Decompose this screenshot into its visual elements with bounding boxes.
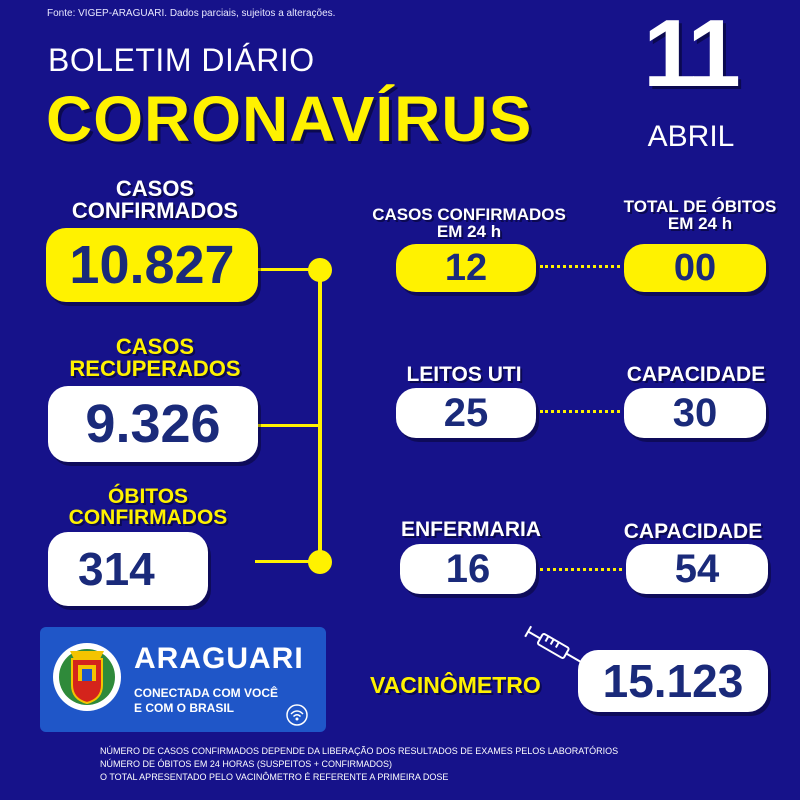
enfermaria-value: 16 [400, 544, 536, 594]
connector-line [255, 424, 320, 427]
uti-value: 25 [396, 388, 536, 438]
recovered-value: 9.326 [48, 386, 258, 462]
connectivity-icon [286, 704, 308, 726]
deaths-24h-value: 00 [624, 244, 766, 292]
footer-note-3: O TOTAL APRESENTADO PELO VACINÔMETRO É REFERENTE A PRIMEIRA DOSE [100, 772, 449, 782]
recovered-label: CASOS RECUPERADOS [69, 334, 241, 381]
uti-capacity-label: CAPACIDADE [626, 363, 766, 386]
dotted-connector [540, 568, 622, 571]
dotted-connector [540, 265, 620, 268]
source-note: Fonte: VIGEP-ARAGUARI. Dados parciais, sujeitos a alterações. [47, 8, 336, 19]
page-title: CORONAVÍRUS [46, 83, 533, 155]
city-slogan: CONECTADA COM VOCÊ E COM O BRASIL [134, 686, 278, 715]
cases-24h-label: CASOS CONFIRMADOS EM 24 h [372, 205, 566, 241]
vacinometro-label: VACINÔMETRO [370, 672, 541, 698]
boletim-heading: BOLETIM DIÁRIO [48, 42, 315, 78]
dotted-connector [540, 410, 620, 413]
enfermaria-capacity-label: CAPACIDADE [623, 520, 763, 543]
enfermaria-capacity-value: 54 [626, 544, 768, 594]
deaths-value: 314 [48, 532, 208, 606]
uti-label: LEITOS UTI [406, 363, 522, 386]
city-crest-icon [52, 637, 122, 717]
connector-line [318, 270, 322, 562]
deaths-24h-label: TOTAL DE ÓBITOS EM 24 h [623, 197, 777, 233]
date-day: 11 [643, 0, 737, 107]
enfermaria-label: ENFERMARIA [401, 518, 541, 541]
cases-24h-value: 12 [396, 244, 536, 292]
footer-note-1: NÚMERO DE CASOS CONFIRMADOS DEPENDE DA LIBERAÇÃO DOS RESULTADOS DE EXAMES PELOS LABORATÓRIOS [100, 746, 619, 756]
confirmed-value: 10.827 [46, 228, 258, 302]
deaths-label: ÓBITOS CONFIRMADOS [68, 485, 228, 529]
connector-dot [308, 258, 332, 282]
confirmed-label: CASOS CONFIRMADOS [71, 176, 239, 223]
vacinometro-value: 15.123 [578, 650, 768, 712]
city-name: ARAGUARI [134, 642, 304, 675]
uti-capacity-value: 30 [624, 388, 766, 438]
footer-note-2: NÚMERO DE ÓBITOS EM 24 HORAS (SUSPEITOS + CONFIRMADOS) [100, 759, 392, 769]
connector-dot [308, 550, 332, 574]
date-month: ABRIL [647, 120, 735, 153]
